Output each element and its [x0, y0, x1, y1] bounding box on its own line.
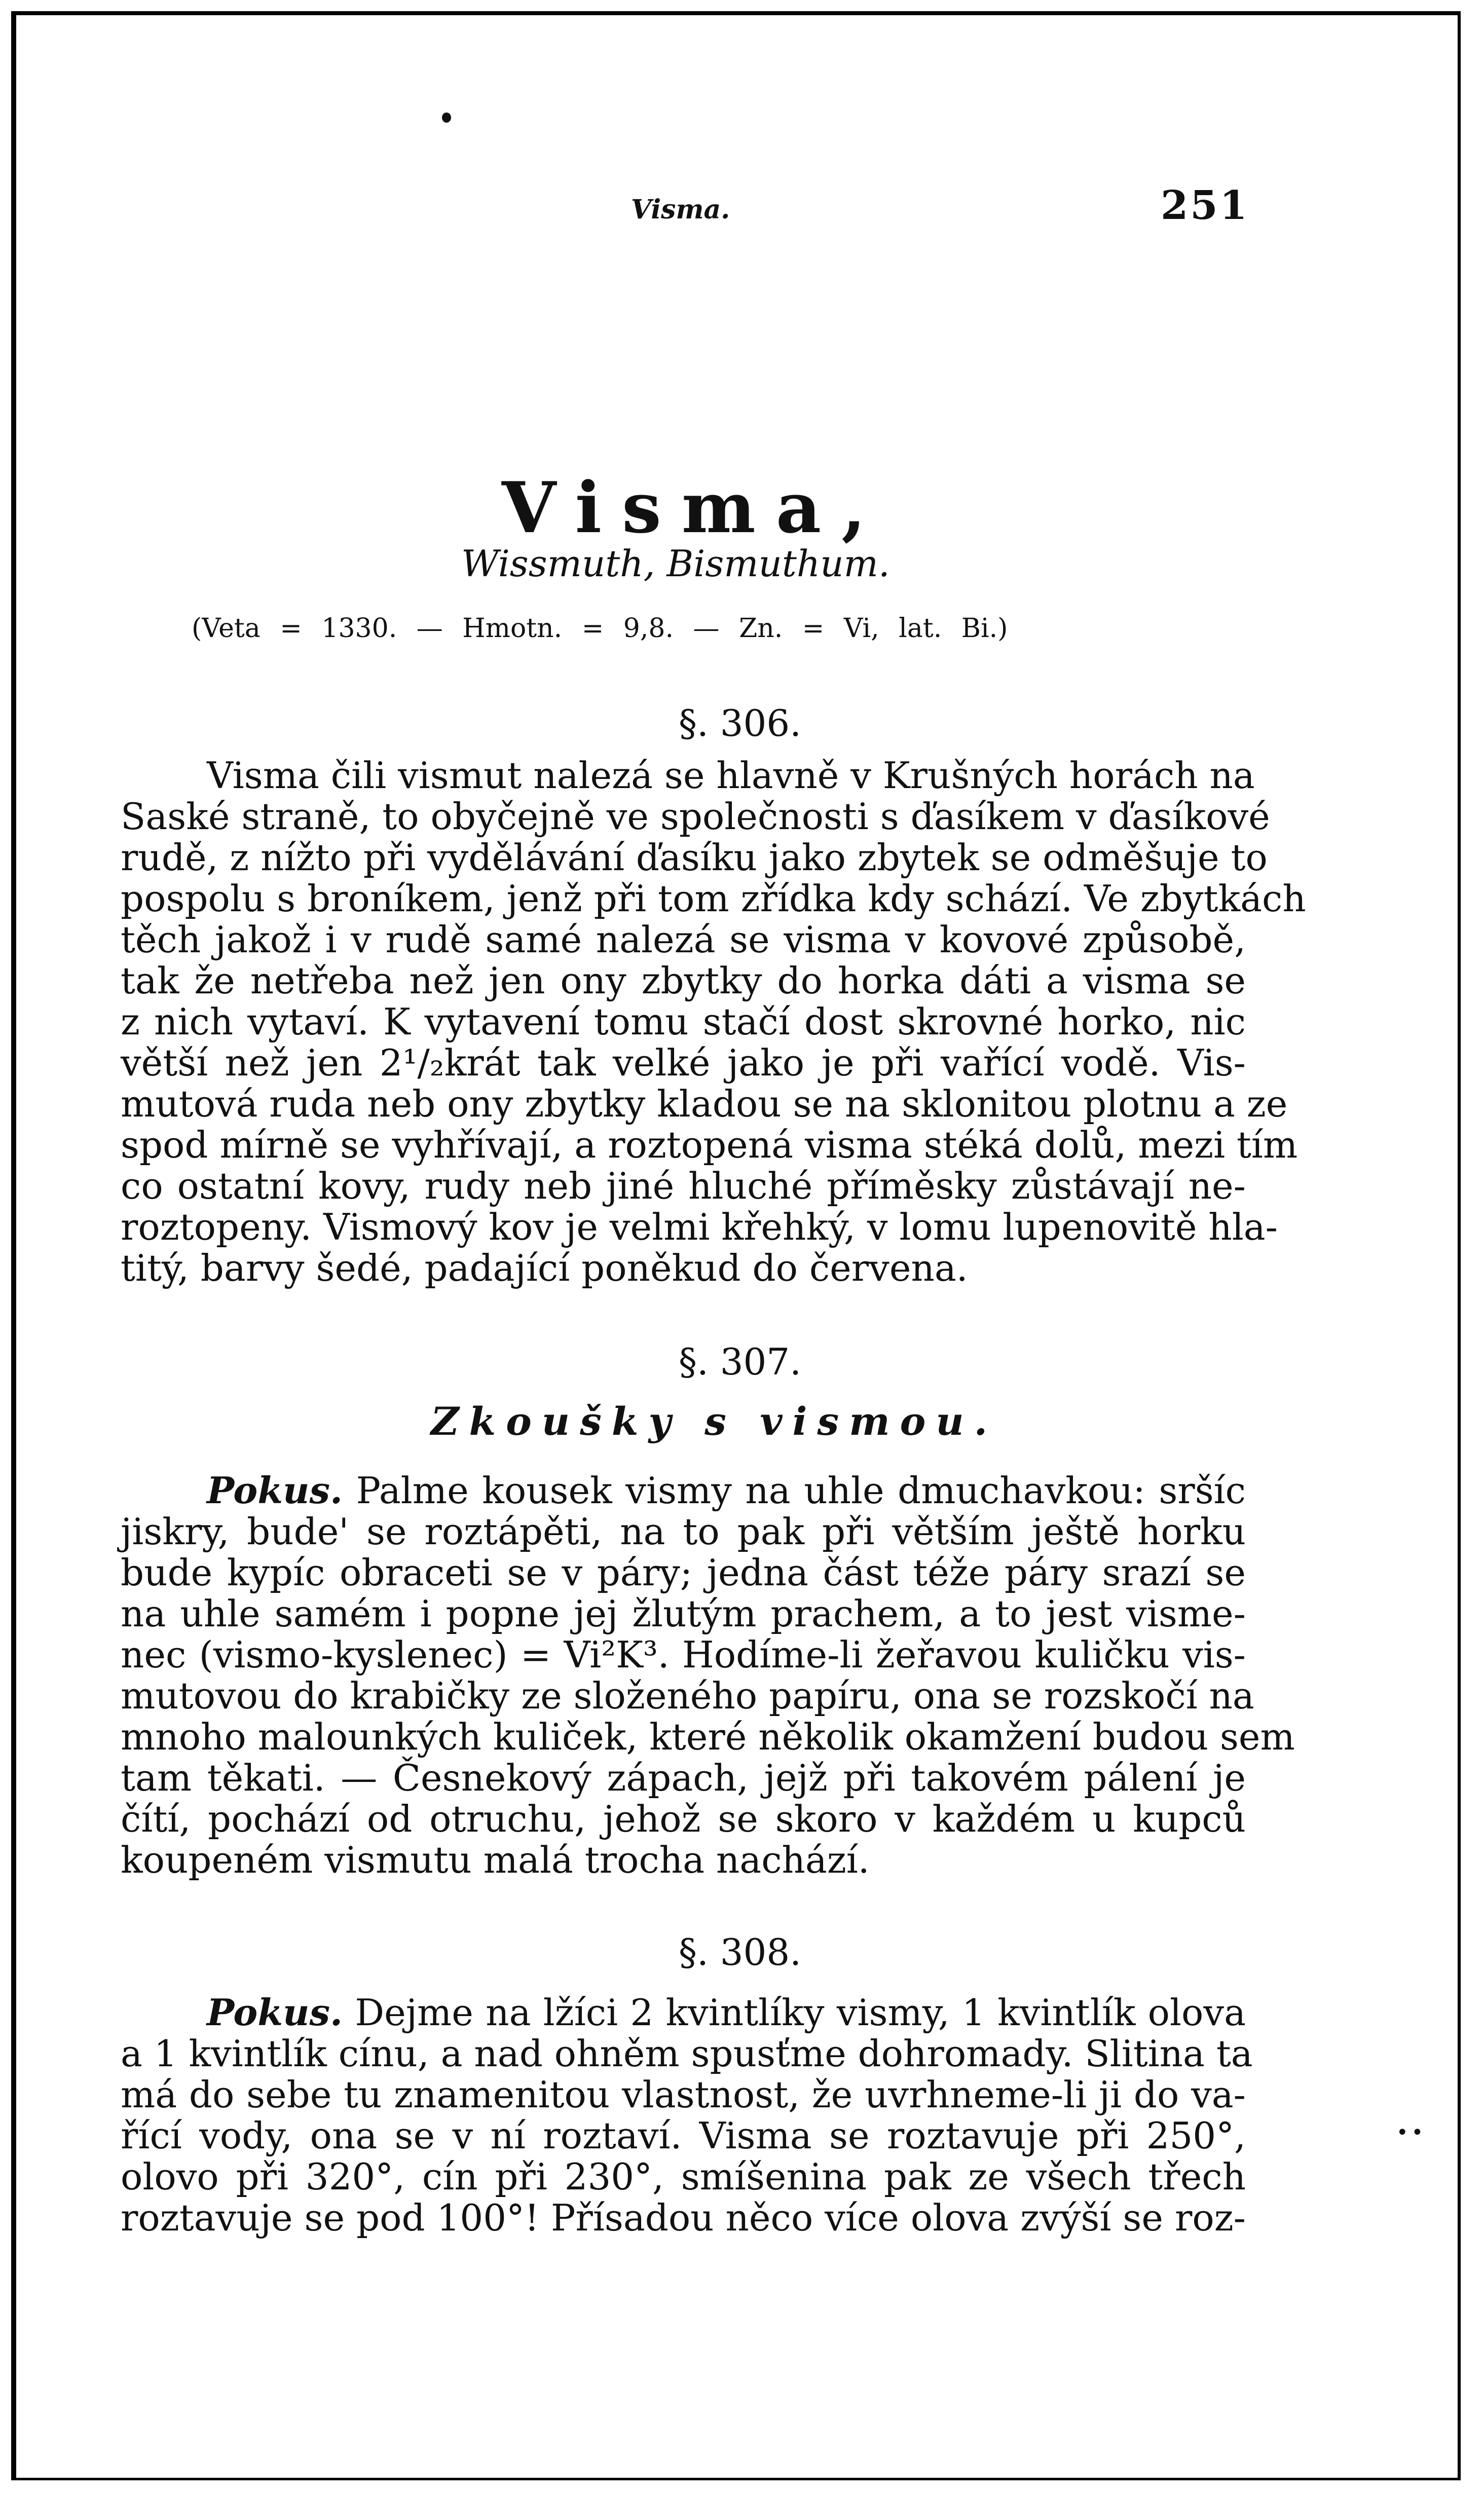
text-line: tam těkati. — Česnekový zápach, jejž při takovém pálení je — [121, 1757, 1246, 1799]
section-306-text — [121, 754, 1306, 1289]
text-line: těch jakož i v rudě samé nalezá se visma v kovové způsobě, — [121, 918, 1246, 961]
text-line-content: Dejme na lžíci 2 kvintlíky vismy, 1 kvintlík olova — [355, 1991, 1246, 2034]
section-number: §. 306. — [678, 702, 802, 745]
section-heading: Zkoušky s vismou. — [431, 1399, 998, 1444]
page-number: 251 — [1161, 182, 1249, 229]
ink-dot — [442, 113, 451, 123]
chapter-title: Visma, — [502, 466, 886, 549]
element-properties: (Veta = 1330. — Hmotn. = 9,8. — Zn. = Vi, lat. Bi.) — [192, 613, 1008, 644]
section-number: §. 307. — [678, 1341, 802, 1383]
text-line: olovo při 320°, cín při 230°, smíšenina pak ze všech třech — [121, 2155, 1246, 2198]
text-line: rudě, z nížto při vydělávání ďasíku jako zbytek se odměšuje to — [121, 836, 1268, 879]
section-number: §. 308. — [678, 1931, 802, 1974]
section-307-text — [121, 1469, 1295, 1881]
text-line: mutová ruda neb ony zbytky kladou se na sklonitou plotnu a ze — [121, 1083, 1288, 1125]
text-line: Visma čili vismut nalezá se hlavně v Krušných horách na — [207, 754, 1255, 797]
text-line: titý, barvy šedé, padající poněkud do červena. — [121, 1247, 968, 1289]
text-line: roztopeny. Vismový kov je velmi křehký, v lomu lupenovitě hla- — [121, 1206, 1278, 1248]
margin-dots: •• — [1396, 2121, 1427, 2144]
text-line: a 1 kvintlík cínu, a nad ohněm spusťme dohromady. Slitina ta — [121, 2032, 1253, 2075]
text-line: mutovou do krabičky ze složeného papíru, ona se rozskočí na — [121, 1674, 1254, 1717]
text-line: koupeném vismutu malá trocha nachází. — [121, 1839, 870, 1881]
text-line: co ostatní kovy, rudy neb jiné hluché příměsky zůstávají ne- — [121, 1165, 1246, 1207]
text-line: větší než jen 2¹/₂krát tak velké jako je při vařící vodě. Vis- — [121, 1041, 1246, 1084]
text-line — [121, 1470, 1246, 1511]
text-line: z nich vytaví. K vytavení tomu stačí dost skrovné horko, nic — [121, 1000, 1246, 1043]
text-line: mnoho malounkých kuliček, které několik okamžení budou sem — [121, 1716, 1295, 1758]
text-line: jiskry, bude' se roztápěti, na to pak při větším ještě horku — [121, 1510, 1246, 1553]
text-line: pospolu s broníkem, jenž při tom zřídka kdy schází. Ve zbytkách — [121, 877, 1306, 920]
text-line: na uhle samém i popne jej žlutým prachem, a to jest visme- — [121, 1592, 1246, 1635]
section-308-text — [121, 1991, 1253, 2239]
text-line: čítí, pochází od otruchu, jehož se skoro v každém u kupců — [121, 1798, 1246, 1840]
text-line-content: Palme kousek vismy na uhle dmuchavkou: sršíc — [356, 1469, 1246, 1512]
text-line — [121, 1992, 1246, 2033]
text-line: řící vody, ona se v ní roztaví. Visma se roztavuje při 250°, — [121, 2114, 1246, 2157]
text-line: tak že netřeba než jen ony zbytky do horka dáti a visma se — [121, 959, 1246, 1002]
text-line: roztavuje se pod 100°! Přísadou něco více olova zvýší se roz- — [121, 2197, 1246, 2239]
text-line: bude kypíc obraceti se v páry; jedna část téže páry srazí se — [121, 1551, 1246, 1594]
running-title: Visma. — [631, 194, 730, 225]
alternate-names: Wissmuth, Bismuthum. — [461, 542, 890, 585]
text-line: spod mírně se vyhřívají, a roztopená visma stéká dolů, mezi tím — [121, 1124, 1298, 1166]
pokus-label: Pokus. — [207, 1991, 343, 2034]
pokus-label: Pokus. — [207, 1469, 343, 1512]
text-line: má do sebe tu znamenitou vlastnost, že uvrhneme-li ji do va- — [121, 2073, 1246, 2116]
text-line: Saské straně, to obyčejně ve společnosti s ďasíkem v ďasíkové — [121, 795, 1270, 838]
text-line: nec (vismo-kyslenec) = Vi²K³. Hodíme-li žeřavou kuličku vis- — [121, 1633, 1246, 1676]
